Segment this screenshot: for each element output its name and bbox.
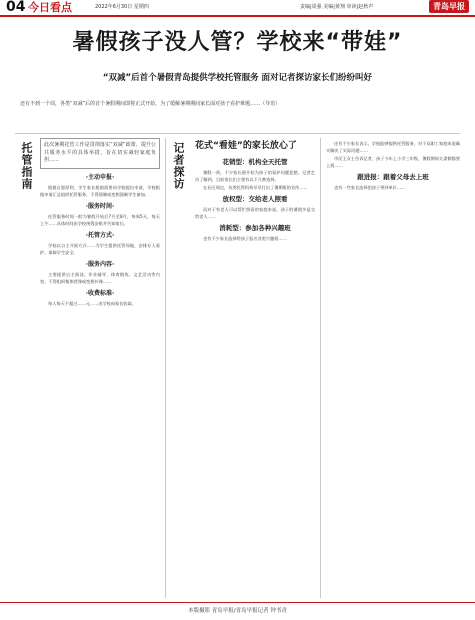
- paragraph-1: 暑假一到，不少家长便开始为孩子的看护问题犯愁。记者走访了解到，目前家长们主要有以下几种选择。: [195, 170, 315, 182]
- left-vertical-title-text: 托管指南: [20, 142, 33, 190]
- masthead: [0, 0, 475, 15]
- column-title: 花式“看娃”的家长放心了: [195, 141, 297, 151]
- left-vertical-title: [18, 142, 34, 190]
- masthead-rule: [0, 15, 475, 17]
- left-column: [40, 138, 160, 308]
- subhead: “双减”后首个暑假青岛提供学校托管服务 面对记者探访家长们纷纷叫好: [102, 73, 373, 83]
- right-paragraph-1: 还有不少家长表示，学校能够提供托管服务，对于双职工家庭来说确实解决了实际问题……: [326, 141, 460, 153]
- intro-box: 此次暑期托管工作是贯彻落实“双减”政策、提升公共服务水平的具体举措，旨在切实减轻家庭负担……: [40, 138, 160, 169]
- footer-credits: 本版摄影 青岛早报/青岛早报记者 钟书青: [188, 608, 287, 614]
- follow-up-text: 也有一些家长选择把孩子带到单位……: [334, 185, 406, 190]
- staff-credits: 责编|周强 美编|黄翔 审读|赵秋声: [300, 4, 374, 10]
- middle-vertical-title: [170, 142, 186, 190]
- subtitle-delegate: 放权型：交给老人照看: [222, 195, 288, 203]
- middle-vertical-title-text: 记者探访: [172, 142, 185, 190]
- section-text-time: 托管服务时间一般为暑假开始后7月至8月，每周5天，每天上午……具体时间由学校统筹安排并告知家长。: [40, 213, 160, 226]
- section-text-apply: 根据自愿原则，学生家长根据需要向学校提出申请，学校根据申请汇总组织托管服务，不得强制或变相强制学生参加。: [40, 184, 160, 197]
- follow-up-title: 跟进报：跟着父母去上班: [357, 173, 429, 181]
- column-divider-1: [165, 138, 166, 598]
- section-text-content: 主要提供自主阅读、作业辅导、体育锻炼、文艺活动等内容，不得组织集体授课或变相补课……: [40, 271, 160, 284]
- section-title-apply: ·主动申报·: [85, 173, 115, 181]
- section-title-fee: ·收费标准·: [85, 289, 115, 297]
- column-divider-2: [320, 138, 321, 598]
- page-number: 04: [6, 0, 26, 15]
- section-divider: [15, 133, 460, 134]
- paragraph-4: 也有不少家长选择给孩子报名各类兴趣班……: [203, 236, 287, 241]
- section-text-method: 学校以自主开展方式……为学生提供托管场地，安排专人看护，保障学生安全。: [40, 242, 160, 255]
- paragraph-2: 在社区周边，各类托管机构早早打出了暑期班的宣传……: [203, 185, 308, 190]
- headline: 暑假孩子没人管？学校来“带娃”: [72, 30, 403, 55]
- subtitle-spending: 花销型：机构全天托管: [222, 158, 288, 166]
- right-paragraph-2: 市民王女士告诉记者，孩子今年上小学三年级，暑假期间夫妻俩都要上班……: [326, 156, 460, 168]
- section-text-fee: 每人每天不超过……元……由学校向家长收取。: [48, 300, 136, 306]
- middle-column: [195, 140, 315, 243]
- lead-paragraph: 还有不到一个周，各类“双减”后的首个暑假期间即将正式开始，为了缓解暑期期间家长面对孩子看护难题……（导语）: [20, 101, 281, 107]
- dateline: 2022年6月30日 星期四: [95, 4, 149, 10]
- section-name: 今日看点: [28, 1, 72, 14]
- paragraph-3: 而对于有老人可以帮忙照看的家庭来说，孩子的暑假多是交给老人……: [195, 207, 315, 219]
- section-title-method: ·托管方式·: [85, 231, 115, 239]
- subtitle-activities: 消耗型：参加各种兴趣班: [219, 224, 291, 232]
- section-title-time: ·服务时间·: [85, 202, 115, 210]
- right-column: [326, 140, 460, 192]
- newspaper-brand: 青岛早报: [429, 0, 469, 13]
- footer: [0, 602, 475, 620]
- section-title-content: ·服务内容·: [85, 260, 115, 268]
- footer-rule: [0, 602, 475, 603]
